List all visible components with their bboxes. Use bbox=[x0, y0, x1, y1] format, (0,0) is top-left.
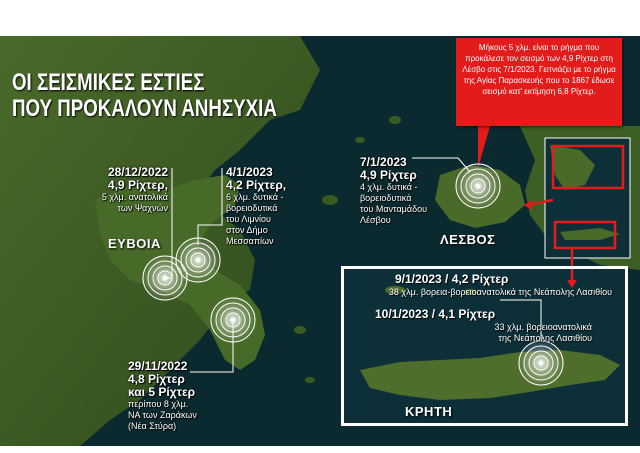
crete-quake-2-header: 10/1/2023 / 4,1 Ρίχτερ bbox=[375, 307, 496, 321]
island bbox=[355, 137, 365, 143]
quake-date: 7/1/2023 bbox=[360, 155, 407, 169]
quake-location-line: 4 χλμ. δυτικά - bbox=[360, 182, 418, 192]
crete-quake-2-location-line1: 33 χλμ. βορειοανατολικά bbox=[494, 322, 592, 332]
quake-location-line: του Μανταμάδου bbox=[360, 204, 428, 214]
quake-evia-south bbox=[128, 360, 197, 432]
crete-quake-1-location: 38 χλμ. βορεια-βορειοανατολικά της Νεάπολης Λασιθίου bbox=[388, 287, 612, 297]
quake-magnitude: 4,9 Ρίχτερ bbox=[360, 168, 417, 182]
quake-location-line: βορειοδυτικά bbox=[360, 193, 412, 203]
island bbox=[322, 195, 338, 205]
crete-quake-1-header: 9/1/2023 / 4,2 Ρίχτερ bbox=[395, 272, 509, 286]
island bbox=[305, 377, 315, 383]
quake-location-line: (Νέα Στύρα) bbox=[128, 421, 177, 431]
page-title-line1: ΟΙ ΣΕΙΣΜΙΚΕΣ ΕΣΤΙΕΣ bbox=[12, 69, 205, 96]
crete-quake-2-location-line2: της Νεάπολης Λασιθίου bbox=[498, 333, 592, 343]
quake-location-line: των Ψαχνών bbox=[117, 203, 168, 213]
quake-date: 28/12/2022 bbox=[107, 165, 168, 179]
quake-date: 29/11/2022 bbox=[128, 359, 188, 373]
quake-magnitude-second: και 5 Ρίχτερ bbox=[128, 385, 196, 399]
island bbox=[389, 116, 401, 124]
island bbox=[294, 326, 306, 334]
quake-location-line: Λέσβου bbox=[360, 215, 391, 225]
quake-date: 4/1/2023 bbox=[226, 165, 273, 179]
quake-magnitude: 4,9 Ρίχτερ, bbox=[107, 178, 168, 192]
info-note: Μήκους 5 χλμ. είναι το ρήγμα που προκάλεσε τον σεισμό των 4,9 Ρίχτερ στη Λέσβο στις 7/1/2023. Γειτνιάζει με το ρήγμα της Αγίας Παρασκευής που το 1867 έδωσε σεισμό κατ' εκτίμηση 6,8 Ρίχτερ. bbox=[456, 38, 622, 126]
place-label-lesvos: ΛΕΣΒΟΣ bbox=[440, 232, 496, 247]
quake-magnitude: 4,8 Ρίχτερ bbox=[128, 372, 185, 386]
place-label-crete: ΚΡΗΤΗ bbox=[405, 404, 453, 419]
quake-location-line: στον Δήμο bbox=[226, 225, 268, 235]
quake-lesvos bbox=[360, 156, 427, 226]
quake-location-line: περίπου 8 χλμ. bbox=[128, 399, 189, 409]
quake-location-line: του Λιμνίου bbox=[226, 214, 271, 224]
quake-evia-north bbox=[226, 166, 286, 247]
quake-location-line: 6 χλμ. δυτικά - bbox=[226, 192, 284, 202]
quake-location-line: 5 χλμ. ανατολικά bbox=[101, 192, 168, 202]
quake-magnitude: 4,2 Ρίχτερ, bbox=[226, 178, 287, 192]
quake-location-line: ΝΑ των Ζαράκων bbox=[128, 410, 197, 420]
quake-evia-east bbox=[60, 166, 168, 214]
epicentre-lesvos bbox=[454, 162, 502, 210]
place-label-evia: ΕΥΒΟΙΑ bbox=[108, 236, 161, 251]
page-title-line2: ΠΟΥ ΠΡΟΚΑΛΟΥΝ ΑΝΗΣΥΧΙΑ bbox=[12, 95, 277, 122]
quake-location-line: Μεσσαπίων bbox=[226, 236, 274, 246]
quake-location-line: βορειοδυτικά bbox=[226, 203, 278, 213]
